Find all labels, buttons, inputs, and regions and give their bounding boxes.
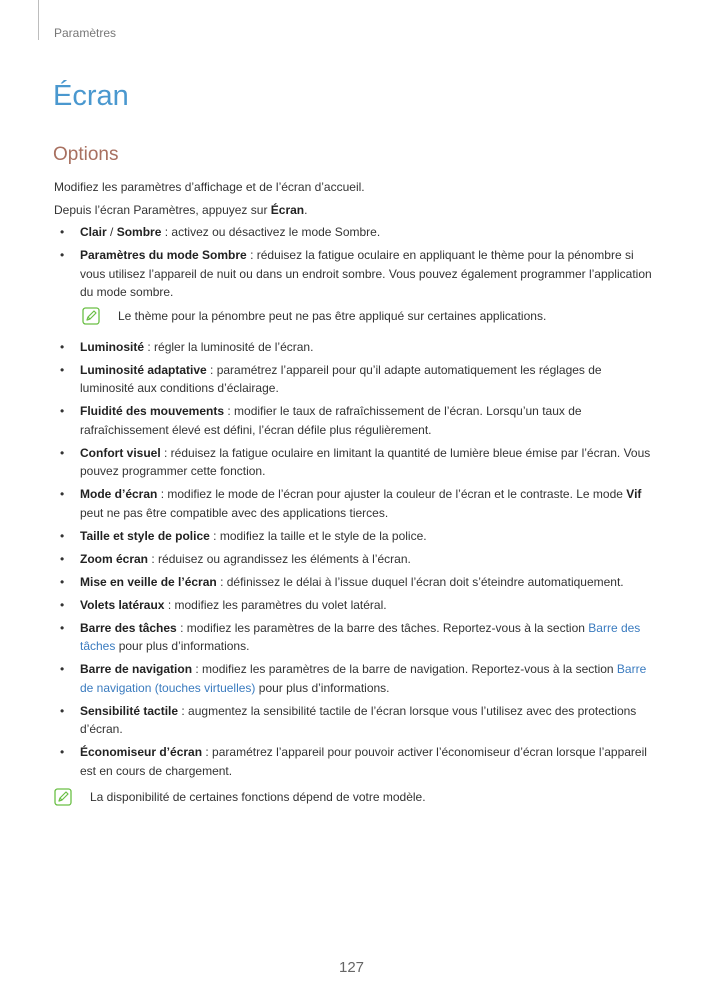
note-pencil-icon [82,307,100,325]
list-item: • Taille et style de police : modifiez la taille et le style de la police. [54,527,654,546]
list-item: • Zoom écran : réduisez ou agrandissez les éléments à l’écran. [54,550,654,569]
list-item: • Luminosité adaptative : paramétrez l’appareil pour qu’il adapte automatiquement les réglages de luminosité aux conditions d’éclairage. [60,362,602,395]
navigation-bar-section-link[interactable]: Barre de navigation (touches virtuelles) [80,662,647,695]
bullet: • [60,248,65,262]
bullet: • [60,745,65,759]
intro-text: Modifiez les paramètres d’affichage et de l’écran d’accueil. [54,180,365,194]
availability-note: La disponibilité de certaines fonctions dépend de votre modèle. [54,788,654,808]
list-item: • Luminosité : régler la luminosité de l’écran. [54,338,654,357]
bullet: • [60,620,65,635]
bullet: • [60,445,65,460]
section-header: Paramètres [54,26,117,40]
dark-mode-note: Le thème pour la pénombre peut ne pas être appliqué sur certaines applications. [54,307,654,327]
list-item: • Barre des tâches : modifiez les paramètres de la barre des tâches. Reportez-vous à la section Barre des tâches pour plus d’informations. [60,620,641,653]
path-text: Depuis l’écran Paramètres, appuyez sur Écran. [54,202,308,217]
bullet: • [60,662,65,676]
page-number: 127 [338,959,365,976]
list-item: • Barre de navigation : modifiez les paramètres de la barre de navigation. Reportez-vous à la section Barre de navigation (touches virtuelles) pour plus d’informations. [60,662,647,695]
bullet: • [60,404,65,418]
bullet: • [60,339,65,354]
bullet: • [60,528,65,543]
path-target: Écran [270,202,305,217]
bullet: • [60,703,65,718]
list-item: • Sensibilité tactile : augmentez la sensibilité tactile de l’écran lorsque vous l’utilisez avec des protections d’écran. [60,703,637,736]
list-item: • Économiseur d’écran : paramétrez l’appareil pour pouvoir activer l’économiseur d’écran lorsque l’appareil est en cours de chargement. [60,745,647,778]
page-title: Écran [53,80,129,112]
bullet: • [60,551,65,566]
list-item: • Fluidité des mouvements : modifier le taux de rafraîchissement de l’écran. Lorsqu’un taux de rafraîchissement élevé est défini, l’écran défile plus régulièrement. [60,404,582,437]
bullet: • [60,487,65,501]
options-heading: Options [53,144,119,165]
bullet: • [60,597,65,612]
note-pencil-icon [54,788,72,806]
options-content [54,178,654,819]
bullet: • [60,225,65,239]
list-item: • Clair / Sombre : activez ou désactivez le mode Sombre. [54,223,654,242]
bullet: • [60,574,65,589]
list-item: • Confort visuel : réduisez la fatigue oculaire en limitant la quantité de lumière bleue émise par l’écran. Vous pouvez programmer cette fonction. [60,445,651,478]
list-item: • Mise en veille de l’écran : définissez le délai à l’issue duquel l’écran doit s’éteindre automatiquement. [54,573,654,592]
options-list-continued [54,338,654,781]
list-item: • Volets latéraux : modifiez les paramètres du volet latéral. [54,596,654,615]
list-item: • Paramètres du mode Sombre : réduisez la fatigue oculaire en appliquant le thème pour la pénombre si vous utilisez l’appareil de nuit ou dans un endroit sombre. Vous pouvez également programmer l’application du mode sombre. [60,248,652,299]
bullet: • [60,362,65,377]
list-item: • Mode d’écran : modifiez le mode de l’écran pour ajuster la couleur de l’écran et le contraste. Le mode Vif peut ne pas être compatible avec des applications tierces. [60,487,642,520]
taskbar-section-link[interactable]: Barre des tâches [80,620,641,653]
options-list [54,223,654,302]
header-rule [38,0,39,40]
